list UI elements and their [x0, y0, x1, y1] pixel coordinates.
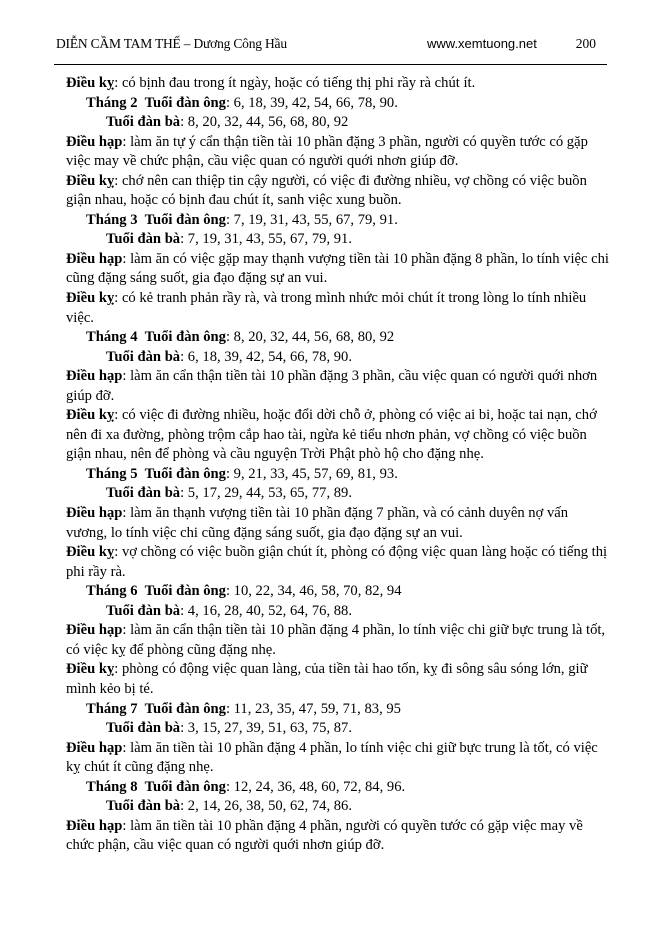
dieu-hap-paragraph: [66, 621, 612, 660]
label-tuoi-dan-ba: Tuổi đàn bà: [106, 114, 181, 131]
label-dieu-hap: Điều hạp: [66, 622, 123, 639]
page-body: [66, 74, 612, 856]
text: : có kẻ tranh phản rầy rà, và trong mình nhức mỏi chút ít trong lòng lo tính nhiều việc.: [66, 290, 587, 326]
label-tuoi-dan-ong: Tuổi đàn ông: [144, 778, 226, 795]
month-men-line: [66, 700, 612, 720]
label-dieu-ky: Điều kỵ: [66, 290, 115, 307]
text: : làm ăn cẩn thận tiền tài 10 phần đặng 3 phần, cầu việc quan có người quới nhơn giúp đỡ.: [66, 368, 598, 404]
label-dieu-hap: Điều hạp: [66, 505, 123, 522]
page-header: [56, 34, 608, 56]
text: : có bịnh đau trong ít ngày, hoặc có tiếng thị phi rầy rà chút ít.: [114, 75, 476, 91]
women-ages: : 5, 17, 29, 44, 53, 65, 77, 89.: [180, 485, 352, 502]
label-dieu-hap: Điều hạp: [66, 133, 123, 150]
month-label: Tháng 7: [86, 700, 138, 717]
label-tuoi-dan-ong: Tuổi đàn ông: [144, 583, 226, 600]
month-women-line: [66, 348, 612, 368]
men-ages: : 11, 23, 35, 47, 59, 71, 83, 95: [225, 700, 401, 717]
dieu-hap-paragraph: [66, 133, 612, 172]
label-dieu-ky: Điều kỵ: [66, 407, 115, 424]
text: : chớ nên can thiệp tin cậy người, có việc đi đường nhiều, vợ chồng có việc buồn giận nhau, hoặc có bịnh đau chút ít, sanh việc xung buồn.: [66, 172, 587, 209]
month-men-line: [66, 94, 612, 114]
month-men-line: [66, 211, 612, 231]
men-ages: : 12, 24, 36, 48, 60, 72, 84, 96.: [225, 778, 406, 795]
label-tuoi-dan-ong: Tuổi đàn ông: [144, 211, 226, 228]
month-label: Tháng 5: [86, 465, 138, 482]
month-men-line: [66, 328, 612, 348]
month-label: Tháng 8: [86, 778, 138, 795]
women-ages: : 6, 18, 39, 42, 54, 66, 78, 90.: [180, 348, 352, 365]
label-tuoi-dan-ba: Tuổi đàn bà: [106, 348, 181, 365]
label-dieu-ky: Điều kỵ: [66, 172, 115, 189]
text: : vợ chồng có việc buồn giận chút ít, phòng có động việc quan làng hoặc có tiếng thị phi rầy rà.: [66, 544, 608, 580]
month-label: Tháng 4: [86, 329, 138, 346]
month-label: Tháng 6: [86, 583, 138, 600]
header-rule: [54, 64, 607, 65]
label-tuoi-dan-ba: Tuổi đàn bà: [106, 231, 181, 248]
text: : có việc đi đường nhiều, hoặc đổi dời chỗ ở, phòng có việc ai bi, hoặc tai nạn, chớ nên đi xa đường, phòng trộm cắp hao tài, ngừa kẻ tiểu nhơn phản, vợ chồng có việc buồn giận nhau, nên để phòng và cầu nguyện Trời Phật phò hộ cho đặng nhẹ.: [66, 407, 597, 463]
dieu-hap-paragraph: [66, 250, 612, 289]
text: : làm ăn tự ý cẩn thận tiền tài 10 phần đặng 3 phần, người có quyền tước có gặp việc may về chức phận, cầu việc quan có người quới nhơn giúp đỡ.: [66, 133, 588, 170]
text: : làm ăn thạnh vượng tiền tài 10 phần đặng 7 phần, và có cảnh duyên nợ vấn vương, lo tính việc chi cũng đặng sáng suốt, gia đạo đặng sự an vui.: [66, 505, 569, 541]
men-ages: : 6, 18, 39, 42, 54, 66, 78, 90.: [225, 94, 398, 111]
label-tuoi-dan-ba: Tuổi đàn bà: [106, 485, 181, 502]
men-ages: : 8, 20, 32, 44, 56, 68, 80, 92: [225, 329, 395, 346]
month-label: Tháng 2: [86, 94, 138, 111]
women-ages: : 4, 16, 28, 40, 52, 64, 76, 88.: [180, 602, 352, 619]
dieu-ky-paragraph: [66, 660, 612, 699]
women-ages: : 8, 20, 32, 44, 56, 68, 80, 92: [180, 114, 349, 131]
label-tuoi-dan-ba: Tuổi đàn bà: [106, 602, 181, 619]
page-number: 200: [575, 36, 596, 51]
text: : làm ăn tiền tài 10 phần đặng 4 phần, lo tính việc chi giữ bực trung là tốt, có việc kỵ chút ít cũng đặng nhẹ.: [66, 739, 598, 776]
month-women-line: [66, 719, 612, 739]
dieu-hap-paragraph: [66, 504, 612, 543]
dieu-hap-paragraph: [66, 817, 612, 856]
label-tuoi-dan-ong: Tuổi đàn ông: [144, 465, 226, 482]
label-tuoi-dan-ong: Tuổi đàn ông: [144, 700, 226, 717]
month-women-line: [66, 484, 612, 504]
label-dieu-ky: Điều kỵ: [66, 661, 115, 678]
women-ages: : 3, 15, 27, 39, 51, 63, 75, 87.: [180, 720, 352, 737]
dieu-hap-paragraph: [66, 739, 612, 778]
label-dieu-hap: Điều hạp: [66, 817, 123, 834]
month-men-line: [66, 778, 612, 798]
label-dieu-ky: Điều kỵ: [66, 75, 115, 91]
text: : làm ăn tiền tài 10 phần đặng 4 phần, người có quyền tước có gặp việc may về chức phận, cầu việc quan có người quới nhơn giúp đỡ.: [66, 817, 583, 854]
dieu-ky-paragraph: [66, 289, 612, 328]
text: : làm ăn cẩn thận tiền tài 10 phần đặng 4 phần, lo tính việc chi giữ bực trung là tốt, có việc kỵ để phòng cũng đặng nhẹ.: [66, 622, 606, 658]
women-ages: : 7, 19, 31, 43, 55, 67, 79, 91.: [180, 231, 352, 248]
website-url[interactable]: www.xemtuong.net: [427, 36, 537, 51]
dieu-ky-paragraph: [66, 406, 612, 465]
month-women-line: [66, 230, 612, 250]
book-title: DIỄN CẦM TAM THẾ – Dương Công Hầu: [56, 36, 287, 51]
text: : phòng có động việc quan làng, của tiền tài hao tốn, kỵ đi sông sâu sóng lớn, giữ mình kẻo bị té.: [66, 661, 588, 697]
men-ages: : 7, 19, 31, 43, 55, 67, 79, 91.: [225, 211, 398, 228]
label-tuoi-dan-ong: Tuổi đàn ông: [144, 94, 226, 111]
label-dieu-hap: Điều hạp: [66, 250, 123, 267]
label-dieu-hap: Điều hạp: [66, 739, 123, 756]
month-women-line: [66, 797, 612, 817]
label-dieu-ky: Điều kỵ: [66, 544, 115, 561]
men-ages: : 9, 21, 33, 45, 57, 69, 81, 93.: [225, 465, 398, 482]
men-ages: : 10, 22, 34, 46, 58, 70, 82, 94: [225, 583, 402, 600]
label-tuoi-dan-ong: Tuổi đàn ông: [144, 329, 226, 346]
dieu-ky-paragraph: [66, 543, 612, 582]
month-women-line: [66, 113, 612, 133]
text: : làm ăn có việc gặp may thạnh vượng tiền tài 10 phần đặng 8 phần, lo tính việc chi cũng đặng sáng suốt, gia đạo đặng sự an vui.: [66, 250, 609, 287]
label-tuoi-dan-ba: Tuổi đàn bà: [106, 720, 181, 737]
women-ages: : 2, 14, 26, 38, 50, 62, 74, 86.: [180, 798, 352, 815]
dieu-hap-paragraph: [66, 367, 612, 406]
label-tuoi-dan-ba: Tuổi đàn bà: [106, 798, 181, 815]
intro-dieu-ky: [66, 74, 612, 94]
dieu-ky-paragraph: [66, 172, 612, 211]
month-men-line: [66, 465, 612, 485]
month-women-line: [66, 602, 612, 622]
month-men-line: [66, 582, 612, 602]
label-dieu-hap: Điều hạp: [66, 368, 123, 385]
month-label: Tháng 3: [86, 211, 138, 228]
